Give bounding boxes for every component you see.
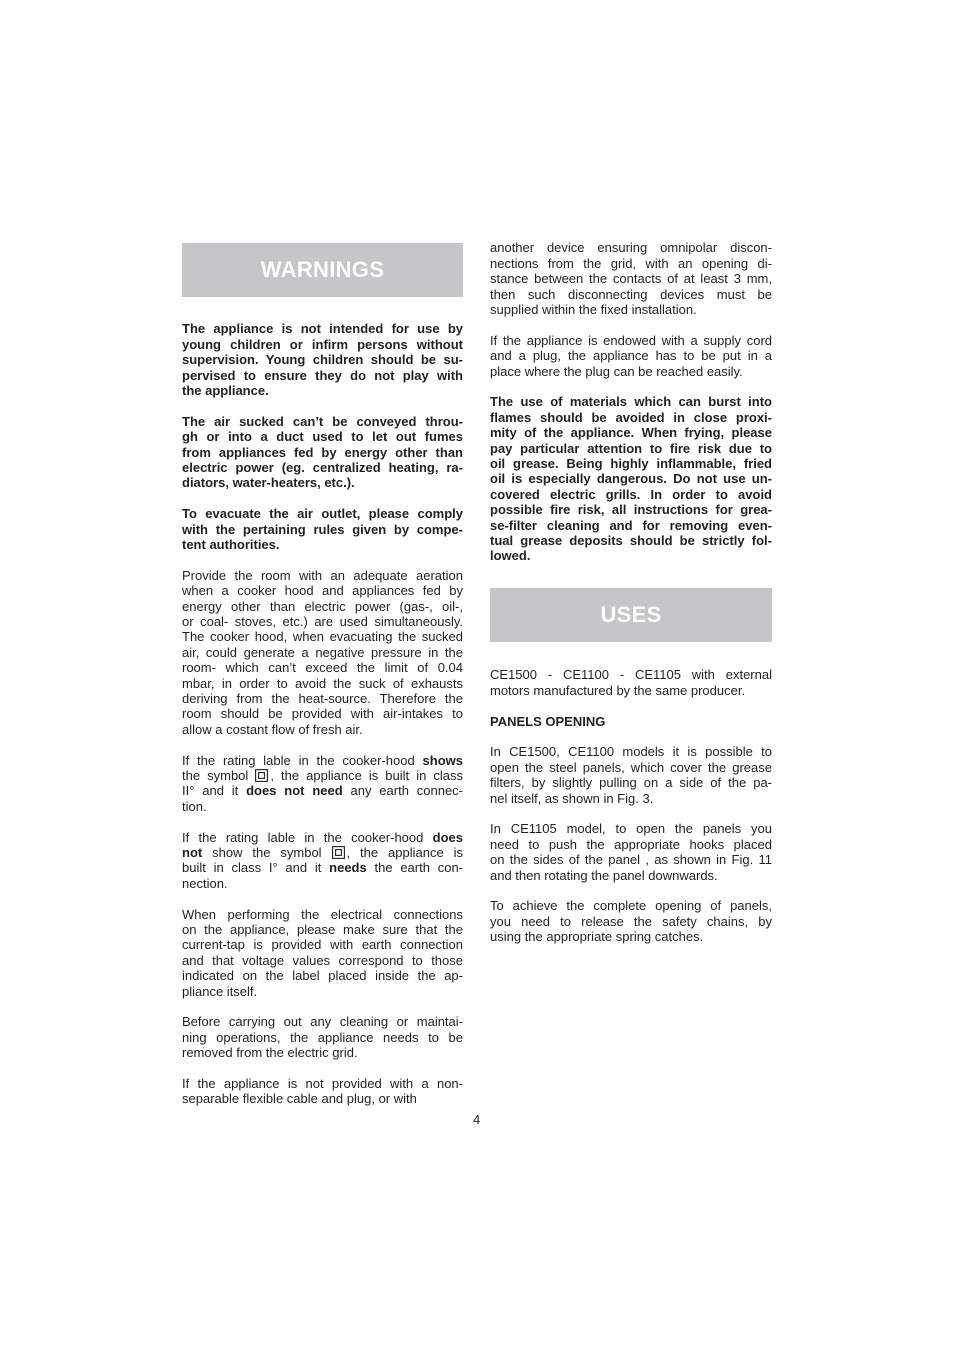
- text-segment: built in class I° and it: [182, 860, 330, 876]
- text-line: air, could generate a negative pressure in the: [182, 644, 463, 660]
- text-line: indicated on the label placed inside the ap-: [182, 968, 463, 984]
- text-line: energy other than electric power (gas-, oil-,: [182, 598, 463, 614]
- text-segment: , the appliance is: [346, 845, 463, 861]
- text-segment: If the rating lable in the cooker-hood: [182, 752, 423, 768]
- text-line: diators, water-heaters, etc.).: [182, 475, 355, 491]
- text-segment: show the symbol: [202, 845, 332, 861]
- text-line: mity of the appliance. When frying, please: [490, 425, 772, 441]
- paragraph-supply-cord: [490, 333, 772, 379]
- text-line: place where the plug can be reached easily.: [490, 363, 743, 379]
- text-line: flames should be avoided in close proxi-: [490, 409, 772, 425]
- uses-header: [490, 588, 772, 642]
- text-line: tion.: [182, 798, 207, 814]
- paragraph-ce1500-panels: [490, 744, 772, 806]
- text-line: When performing the electrical connections: [182, 906, 463, 922]
- text-line: you need to release the safety chains, by: [490, 913, 772, 929]
- text-line: gh or into a duct used to let out fumes: [182, 429, 463, 445]
- paragraph-class-i: [182, 830, 463, 892]
- text-line: separable flexible cable and plug, or with: [182, 1091, 417, 1107]
- paragraph-ce1105-panels: [490, 821, 772, 883]
- text-line: removed from the electric grid.: [182, 1045, 358, 1061]
- text-line: Provide the room with an adequate aeration: [182, 567, 463, 583]
- text-line: If the appliance is endowed with a supply cord: [490, 332, 772, 348]
- text-line: allow a costant flow of fresh air.: [182, 721, 363, 737]
- text-line: supplied within the fixed installation.: [490, 301, 697, 317]
- text-line: oil grease. Being highly inflammable, fried: [490, 455, 772, 471]
- text-line: room should be provided with air-intakes to: [182, 706, 463, 722]
- text-line: open the steel panels, which cover the grease: [490, 759, 772, 775]
- subheading-panels-opening: [490, 714, 772, 729]
- text-segment: If the rating lable in the cooker-hood: [182, 829, 433, 845]
- class-ii-double-square-icon: [255, 769, 268, 782]
- text-line: mbar, in order to avoid the suck of exhausts: [182, 675, 463, 691]
- paragraph-fire-risk: [490, 394, 772, 563]
- class-ii-double-square-icon: [332, 846, 345, 859]
- text-line: on the appliance, please make sure that the: [182, 922, 463, 938]
- text-line: nections from the grid, with an opening di-: [490, 255, 772, 271]
- paragraph-air-outlet: [182, 506, 463, 552]
- text-line: then such disconnecting devices must be: [490, 286, 772, 302]
- text-line: In CE1500, CE1100 models it is possible to: [490, 744, 772, 760]
- text-line: nel itself, as shown in Fig. 3.: [490, 790, 654, 806]
- text-line: filters, by slightly pulling on a side of the pa-: [490, 775, 772, 791]
- text-line: current-tap is provided with earth connection: [182, 937, 463, 953]
- text-line: when a cooker hood and appliances fed by: [182, 583, 463, 599]
- bold-text: does not need: [246, 783, 343, 799]
- text-line: using the appropriate spring catches.: [490, 929, 704, 945]
- text-line: Before carrying out any cleaning or maintai-: [182, 1014, 463, 1030]
- text-line: If the appliance is not provided with a non-: [182, 1076, 463, 1092]
- text-line: deriving from the heat-source. Therefore the: [182, 691, 463, 706]
- text-line: ning operations, the appliance needs to be: [182, 1029, 463, 1045]
- warnings-title: WARNINGS: [260, 257, 385, 282]
- text-line: se-filter cleaning and for removing even-: [490, 517, 772, 533]
- bold-text: needs: [329, 860, 367, 876]
- paragraph-models: [490, 667, 772, 698]
- text-line: from appliances fed by energy other than: [182, 444, 463, 460]
- text-line: and that voltage values correspond to those: [182, 952, 463, 968]
- paragraph-class-ii: [182, 753, 463, 815]
- text-line: nection.: [182, 875, 228, 891]
- text-line: stance between the contacts of at least 3 mm,: [490, 271, 772, 287]
- text-line: motors manufactured by the same producer.: [490, 682, 746, 698]
- text-line: To evacuate the air outlet, please comply: [182, 506, 463, 522]
- text-line: [182, 845, 463, 860]
- text-line: another device ensuring omnipolar discon-: [490, 240, 772, 256]
- text-line: supervision. Young children should be su-: [182, 352, 463, 368]
- text-line: [182, 860, 463, 875]
- paragraph-intended-use: [182, 321, 463, 398]
- text-line: covered electric grills. In order to avoid: [490, 486, 772, 502]
- paragraph-aeration: [182, 568, 463, 737]
- bold-text: shows: [422, 752, 463, 768]
- text-line: [182, 830, 463, 845]
- text-line: [182, 783, 463, 798]
- text-line: or coal- stoves, etc.) are used simultaneously.: [182, 613, 463, 629]
- text-segment: II° and it: [182, 783, 247, 799]
- text-line: The appliance is not intended for use by: [182, 321, 463, 337]
- text-segment: the earth con-: [366, 860, 464, 876]
- bold-text: does: [432, 829, 463, 845]
- right-column-top: [490, 240, 772, 579]
- paragraph-cleaning: [182, 1014, 463, 1060]
- text-line: need to push the appropriate hooks placed: [490, 836, 772, 852]
- left-column: [182, 321, 463, 1122]
- page-number: 4: [473, 1112, 481, 1127]
- text-line: [182, 753, 463, 768]
- text-line: oil is especially dangerous. Do not use un-: [490, 471, 772, 487]
- text-line: pay particular attention to fire risk due to: [490, 440, 772, 456]
- text-line: on the sides of the panel , as shown in Fig. 11: [490, 852, 772, 868]
- paragraph-safety-chains: [490, 898, 772, 944]
- text-line: pervised to ensure they do not play with: [182, 367, 463, 383]
- paragraph-connections: [182, 907, 463, 999]
- text-line: PANELS OPENING: [490, 713, 606, 729]
- text-segment: the symbol: [182, 768, 256, 784]
- paragraph-air-duct: [182, 414, 463, 491]
- text-line: The use of materials which can burst into: [490, 394, 772, 410]
- text-line: the appliance.: [182, 382, 269, 398]
- text-line: tual grease deposits should be strictly fol-: [490, 532, 772, 548]
- text-line: and a plug, the appliance has to be put in a: [490, 348, 772, 364]
- warnings-header: [182, 243, 463, 297]
- text-line: and then rotating the panel downwards.: [490, 867, 718, 883]
- paragraph-disconnect-start: [182, 1076, 463, 1107]
- text-line: CE1500 - CE1100 - CE1105 with external: [490, 667, 772, 683]
- text-line: In CE1105 model, to open the panels you: [490, 821, 772, 837]
- text-segment: any earth connec-: [342, 783, 463, 799]
- text-line: To achieve the complete opening of panels,: [490, 898, 772, 914]
- paragraph-disconnect-continued: [490, 240, 772, 317]
- text-line: with the pertaining rules given by compe-: [182, 521, 463, 537]
- text-line: possible fire risk, all instructions for grea-: [490, 502, 772, 518]
- text-line: The cooker hood, when evacuating the sucked: [182, 629, 463, 645]
- text-line: [182, 768, 463, 783]
- text-line: pliance itself.: [182, 983, 258, 999]
- text-line: tent authorities.: [182, 536, 280, 552]
- uses-title: USES: [600, 602, 662, 627]
- text-line: The air sucked can’t be conveyed throu-: [182, 413, 463, 429]
- right-column-bottom: [490, 667, 772, 960]
- text-line: young children or infirm persons without: [182, 336, 463, 352]
- bold-text: not: [182, 845, 203, 861]
- text-segment: , the appliance is built in class: [270, 768, 463, 784]
- text-line: electric power (eg. centralized heating, ra-: [182, 459, 463, 475]
- text-line: room- which can’t exceed the limit of 0.04: [182, 660, 463, 676]
- text-line: lowed.: [490, 548, 531, 564]
